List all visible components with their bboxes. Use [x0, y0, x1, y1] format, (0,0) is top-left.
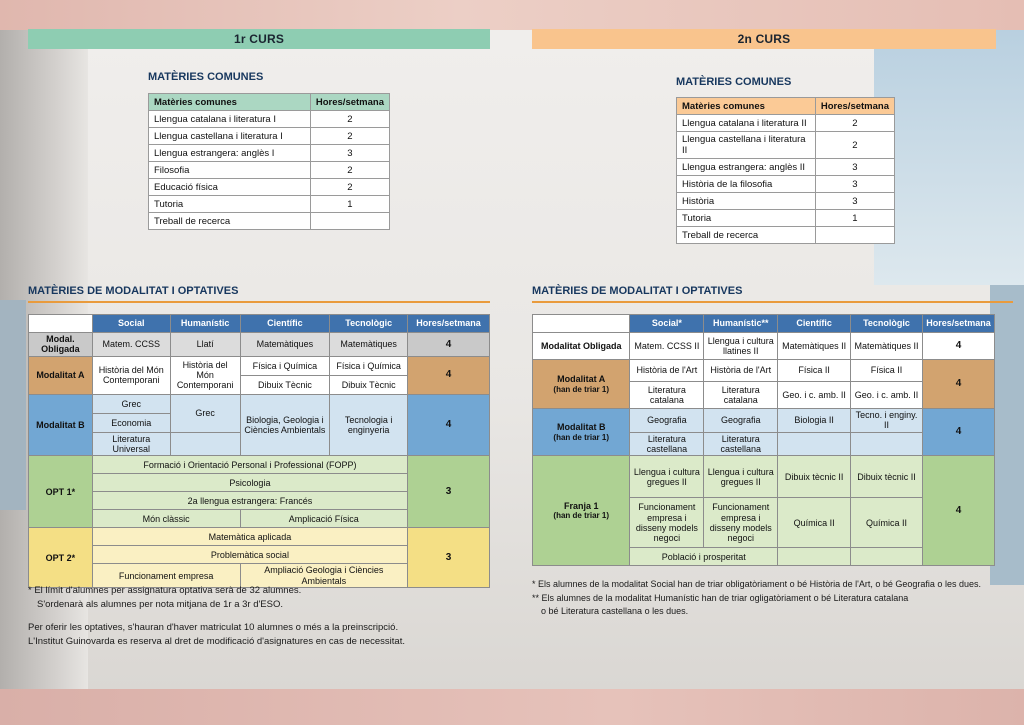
subject-cell: Treball de recerca [149, 213, 311, 230]
hours-cell: 3 [408, 456, 490, 528]
subject-cell: Dibuix tècnic II [851, 456, 923, 498]
footnote-line: * Els alumnes de la modalitat Social han de triar obligatòriament o bé Història de l'Art, o bé Geografia o les dues. [532, 579, 981, 589]
table-row [677, 193, 895, 210]
subject-cell: Química II [778, 498, 851, 548]
subject-cell: Història [677, 193, 816, 210]
subject-cell: Geografia [704, 409, 778, 433]
subject-cell: Tutoria [149, 196, 311, 213]
column-header-hores: Hores/setmana [815, 98, 894, 115]
hours-cell: 2 [310, 179, 389, 196]
hours-cell: 2 [310, 111, 389, 128]
row-label: OPT 2* [29, 528, 93, 588]
subject-cell: Grec [92, 394, 170, 413]
subject-cell: Literatura castellana [704, 432, 778, 456]
modalitat-table-2n [532, 314, 995, 566]
column-header-materies: Matèries comunes [677, 98, 816, 115]
modalitat-title-1r: MATÈRIES DE MODALITAT I OPTATIVES [28, 285, 490, 303]
column-header-social: Social [92, 315, 170, 333]
row-label [533, 409, 630, 456]
table-row [149, 213, 390, 230]
subject-cell: Història de la filosofia [677, 176, 816, 193]
subject-cell [778, 432, 851, 456]
row-opt2 [29, 528, 490, 546]
row-modalitat-a [533, 360, 995, 382]
subject-cell: 2a llengua estrangera: Francés [92, 492, 407, 510]
row-label-subtitle: (han de triar 1) [553, 384, 609, 394]
subject-cell: Treball de recerca [677, 227, 816, 244]
subject-cell: Física II [778, 360, 851, 382]
background-top-band [0, 0, 1024, 30]
background-sky [874, 30, 1024, 285]
subject-cell: Psicologia [92, 474, 407, 492]
subject-cell: Matemàtiques [330, 333, 408, 357]
subject-cell: Educació física [149, 179, 311, 196]
hours-cell: 2 [815, 132, 894, 159]
column-header-humanistic: Humanístic [170, 315, 240, 333]
hours-cell: 3 [310, 145, 389, 162]
footnote-line: o bé Literatura castellana o les dues. [541, 606, 689, 616]
subject-cell: Tutoria [677, 210, 816, 227]
subject-cell: Història de l'Art [704, 360, 778, 382]
row-label [533, 360, 630, 409]
subject-cell: Dibuix tècnic II [778, 456, 851, 498]
row-franja1 [533, 456, 995, 498]
row-label: Modalitat Obligada [533, 333, 630, 360]
subject-cell: Matemàtica aplicada [92, 528, 407, 546]
subject-cell: Biologia, Geologia i Ciències Ambientals [240, 394, 330, 456]
table-row [149, 162, 390, 179]
row-modalitat-obligada [533, 333, 995, 360]
column-header-tecnologic: Tecnològic [330, 315, 408, 333]
hours-cell: 3 [815, 193, 894, 210]
hours-cell: 4 [922, 333, 994, 360]
banner-2n-curs: 2n CURS [532, 29, 996, 49]
subject-cell: Món clàssic [92, 510, 240, 528]
hours-cell: 4 [922, 456, 994, 566]
subject-cell: Llengua estrangera: anglès II [677, 159, 816, 176]
subject-cell: Filosofia [149, 162, 311, 179]
subject-cell: Literatura castellana [630, 432, 704, 456]
column-header-cientific: Científic [778, 315, 851, 333]
subject-cell: Llengua estrangera: anglès I [149, 145, 311, 162]
hours-cell: 3 [815, 159, 894, 176]
modalitat-title-2n: MATÈRIES DE MODALITAT I OPTATIVES [532, 285, 1013, 303]
subject-cell: Història de l'Art [630, 360, 704, 382]
subject-cell: Biologia II [778, 409, 851, 433]
footnote-line: * El límit d'alumnes per assignatura optativa serà de 32 alumnes. [28, 585, 302, 596]
subject-cell: Matemàtiques [240, 333, 330, 357]
subject-cell: Llengua castellana i literatura II [677, 132, 816, 159]
hours-cell: 2 [815, 115, 894, 132]
subject-cell: Tecnologia i enginyeria [330, 394, 408, 456]
table-row [149, 111, 390, 128]
table-row [677, 210, 895, 227]
subject-cell: Problemàtica social [92, 546, 407, 564]
hours-cell: 2 [310, 128, 389, 145]
row-label-subtitle: (han de triar 1) [553, 432, 609, 442]
subject-cell: Amplicació Física [240, 510, 408, 528]
hours-cell: 4 [408, 356, 490, 394]
column-header-cientific: Científic [240, 315, 330, 333]
table-row [149, 179, 390, 196]
row-label-subtitle: (han de triar 1) [553, 511, 609, 521]
subject-cell: Llengua catalana i literatura I [149, 111, 311, 128]
comunes-table-2n [676, 97, 895, 244]
column-header-tecnologic: Tecnològic [851, 315, 923, 333]
subject-cell: Física II [851, 360, 923, 382]
hours-cell [310, 213, 389, 230]
subject-cell: Ampliació Geologia i Ciències Ambientals [240, 564, 408, 588]
subject-cell: Funcionament empresa i disseny models negoci [704, 498, 778, 548]
corner-cell [533, 315, 630, 333]
hours-cell: 2 [310, 162, 389, 179]
subject-cell: Geografia [630, 409, 704, 433]
row-label-title: Franja 1 [563, 501, 599, 512]
column-header-materies: Matèries comunes [149, 94, 311, 111]
table-header-row [533, 315, 995, 333]
table-row [149, 196, 390, 213]
modalitat-table-1r [28, 314, 490, 588]
row-modalitat-a [29, 356, 490, 375]
background-left-band [0, 300, 26, 510]
table-row [677, 159, 895, 176]
hours-cell: 1 [310, 196, 389, 213]
banner-1r-curs: 1r CURS [28, 29, 490, 49]
comunes-title-1r: MATÈRIES COMUNES [148, 71, 264, 83]
row-label-title: Modalitat A [557, 374, 606, 385]
subject-cell: Matem. CCSS [92, 333, 170, 357]
subject-cell: Matemàtiques II [778, 333, 851, 360]
subject-cell: Llatí [170, 333, 240, 357]
row-opt1 [29, 456, 490, 474]
row-label: Modal. Obligada [29, 333, 93, 357]
subject-cell: Llengua i cultura gregues II [704, 456, 778, 498]
subject-cell: Llengua i cultura llatines II [704, 333, 778, 360]
footnote-line: S'ordenarà als alumnes per nota mitjana de 1r a 3r d'ESO. [37, 599, 284, 611]
table-row [149, 128, 390, 145]
column-header-humanistic: Humanístic** [704, 315, 778, 333]
hours-cell: 1 [815, 210, 894, 227]
table-header-row [149, 94, 390, 111]
subject-cell: Dibuix Tècnic [330, 375, 408, 394]
hours-cell: 3 [815, 176, 894, 193]
subject-cell: Funcionament empresa [92, 564, 240, 588]
subject-cell: Geo. i c. amb. II [778, 382, 851, 409]
empty-cell [851, 548, 923, 566]
subject-cell: Història del Món Contemporani [92, 356, 170, 394]
subject-cell: Dibuix Tècnic [240, 375, 330, 394]
footnote-line: Per oferir les optatives, s'hauran d'haver matriculat 10 alumnes o més a la preinscripció. [28, 621, 399, 633]
row-modal-obligada [29, 333, 490, 357]
table-header-row [677, 98, 895, 115]
column-header-hores: Hores/setmana [922, 315, 994, 333]
footnote-line: L'Institut Guinovarda es reserva al dret de modificació d'asignatures en cas de necessitat. [28, 635, 405, 647]
subject-cell: Química II [851, 498, 923, 548]
background-bottom-band [0, 689, 1024, 725]
subject-cell: Literatura Universal [92, 432, 170, 456]
comunes-table-1r [148, 93, 390, 230]
subject-cell: Història del Món Contemporani [170, 356, 240, 394]
subject-cell: Població i prosperitat [630, 548, 778, 566]
empty-cell [170, 432, 240, 456]
table-row [677, 132, 895, 159]
subject-cell: Física i Química [240, 356, 330, 375]
row-label: Modalitat B [29, 394, 93, 456]
subject-cell: Tecno. i enginy. II [851, 409, 923, 433]
hours-cell: 4 [408, 394, 490, 456]
column-header-hores: Hores/setmana [310, 94, 389, 111]
subject-cell: Geo. i c. amb. II [851, 382, 923, 409]
empty-cell [778, 548, 851, 566]
footnote-line: ** Els alumnes de la modalitat Humanístic han de triar ogligatòriament o bé Literatura catalana [532, 592, 909, 603]
background-right-band [990, 285, 1024, 585]
subject-cell: Economia [92, 413, 170, 432]
subject-cell: Llengua i cultura gregues II [630, 456, 704, 498]
corner-cell [29, 315, 93, 333]
hours-cell: 4 [922, 409, 994, 456]
column-header-hores: Hores/setmana [408, 315, 490, 333]
subject-cell: Literatura catalana [704, 382, 778, 409]
table-row [677, 176, 895, 193]
footnotes-1r [28, 584, 498, 649]
subject-cell: Llengua catalana i literatura II [677, 115, 816, 132]
footnotes-2n [532, 578, 1014, 619]
hours-cell: 4 [922, 360, 994, 409]
row-label: OPT 1* [29, 456, 93, 528]
row-label-title: Modalitat B [556, 422, 606, 433]
hours-cell [815, 227, 894, 244]
table-header-row [29, 315, 490, 333]
subject-cell: Formació i Orientació Personal i Professional (FOPP) [92, 456, 407, 474]
table-row [149, 145, 390, 162]
hours-cell: 4 [408, 333, 490, 357]
subject-cell: Funcionament empresa i disseny models negoci [630, 498, 704, 548]
subject-cell [851, 432, 923, 456]
column-header-social: Social* [630, 315, 704, 333]
subject-cell: Literatura catalana [630, 382, 704, 409]
table-row [677, 115, 895, 132]
subject-cell: Grec [170, 394, 240, 432]
row-label [533, 456, 630, 566]
subject-cell: Matemàtiques II [851, 333, 923, 360]
hours-cell: 3 [408, 528, 490, 588]
subject-cell: Matem. CCSS II [630, 333, 704, 360]
comunes-title-2n: MATÈRIES COMUNES [676, 76, 792, 88]
subject-cell: Física i Química [330, 356, 408, 375]
row-modalitat-b [29, 394, 490, 413]
table-row [677, 227, 895, 244]
subject-cell: Llengua castellana i literatura I [149, 128, 311, 145]
row-modalitat-b [533, 409, 995, 433]
row-label: Modalitat A [29, 356, 93, 394]
